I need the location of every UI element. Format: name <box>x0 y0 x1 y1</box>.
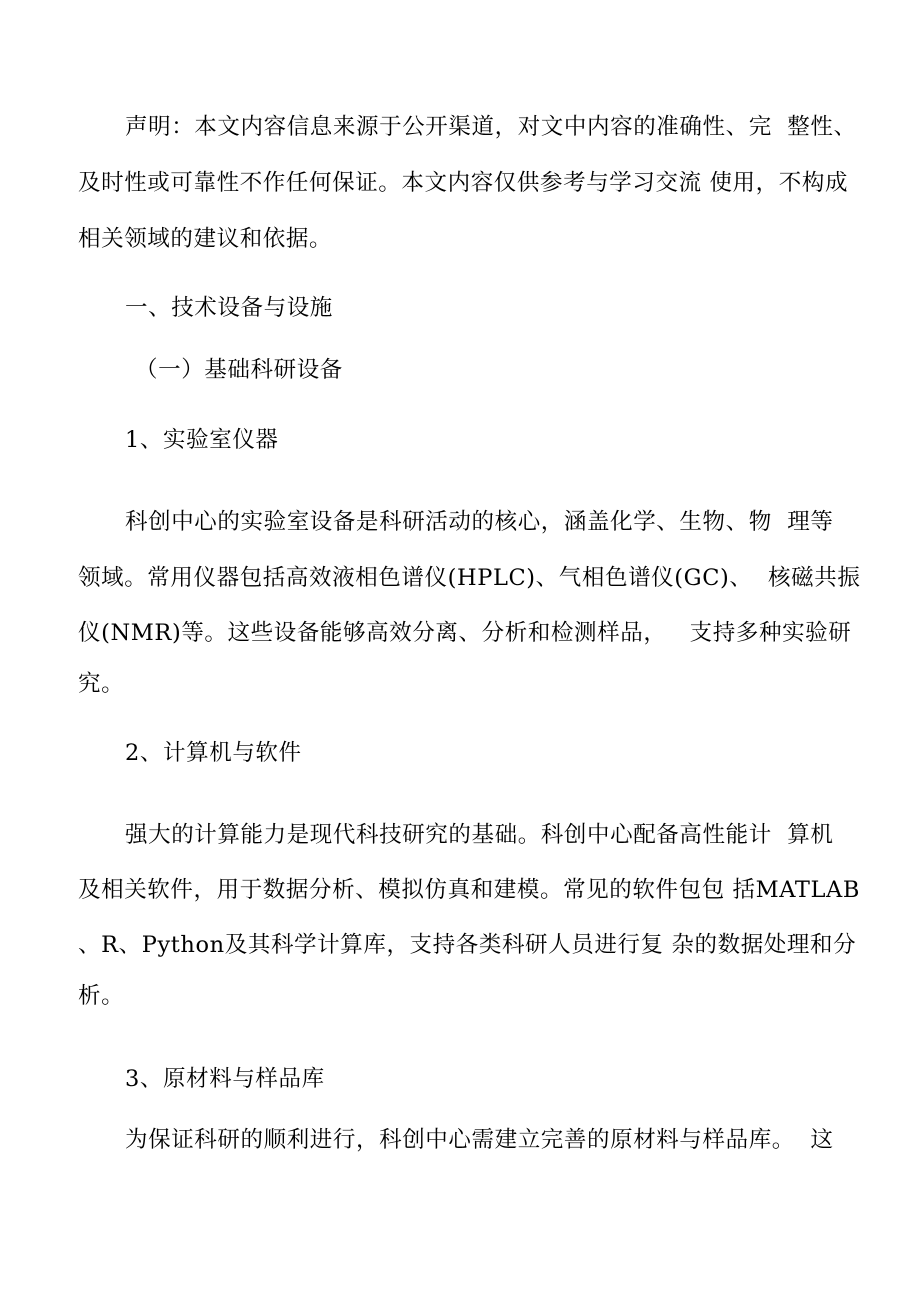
item-2-paragraph-line-1: 强大的计算能力是现代科技研究的基础。科创中心配备高性能计 算机 <box>125 822 834 848</box>
item-1-paragraph-line-1: 科创中心的实验室设备是科研活动的核心，涵盖化学、生物、物 理等 <box>125 509 834 535</box>
item-1-paragraph-line-4: 究。 <box>78 671 125 697</box>
item-2-paragraph-line-2: 及相关软件，用于数据分析、模拟仿真和建模。常见的软件包包 括MATLAB <box>78 877 861 903</box>
item-3-heading: 3、原材料与样品库 <box>125 1066 325 1092</box>
item-2-paragraph-line-4: 析。 <box>78 983 125 1009</box>
section-heading: 一、技术设备与设施 <box>125 295 333 321</box>
disclaimer-line-1: 声明：本文内容信息来源于公开渠道，对文中内容的准确性、完 整性、 <box>125 114 857 140</box>
item-2-paragraph-line-3: 、R、Python及其科学计算库，支持各类科研人员进行复 杂的数据处理和分 <box>78 932 857 958</box>
subsection-heading: （一）基础科研设备 <box>135 357 343 383</box>
item-1-paragraph-line-3: 仪(NMR)等。这些设备能够高效分离、分析和检测样品， 支持多种实验研 <box>78 620 852 646</box>
item-1-heading: 1、实验室仪器 <box>125 427 279 453</box>
item-3-paragraph-line-1: 为保证科研的顺利进行，科创中心需建立完善的原材料与样品库。 这 <box>125 1127 834 1153</box>
item-1-paragraph-line-2: 领域。常用仪器包括高效液相色谱仪(HPLC)、气相色谱仪(GC)、 核磁共振 <box>78 565 861 591</box>
item-2-heading: 2、计算机与软件 <box>125 740 302 766</box>
disclaimer-line-3: 相关领域的建议和依据。 <box>78 226 333 252</box>
disclaimer-line-2: 及时性或可靠性不作任何保证。本文内容仅供参考与学习交流 使用，不构成 <box>78 170 849 196</box>
